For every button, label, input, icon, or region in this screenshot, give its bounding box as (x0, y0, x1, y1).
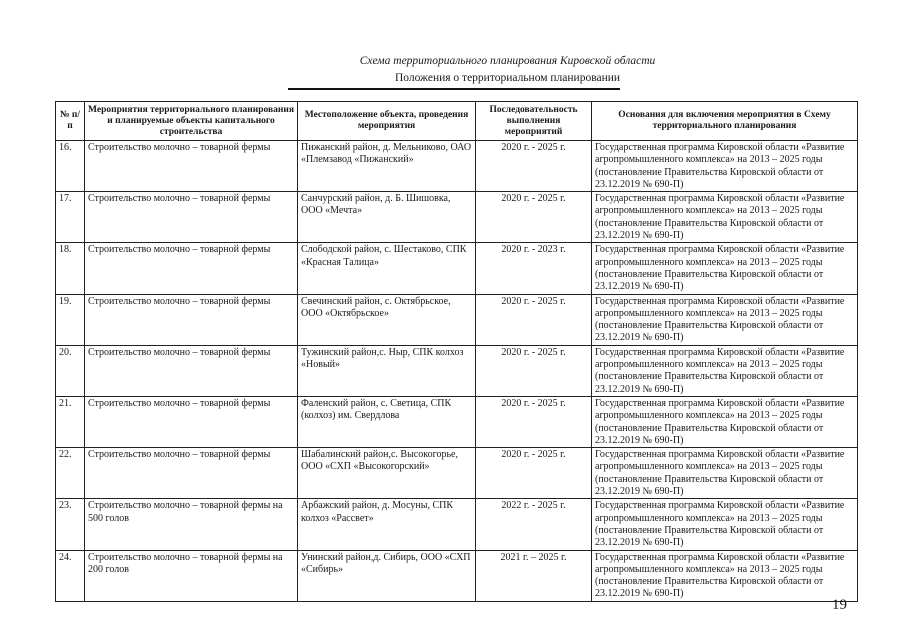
table-row (56, 499, 858, 550)
table-header-row (56, 102, 858, 141)
table-row (56, 243, 858, 294)
table-row (56, 448, 858, 499)
row-basis: Государственная программа Кировской области «Развитие агропромышленного комплекса» на 2013 – 2025 годы (постановление Правительства Кировской области от 23.12.2019 № 690-П) (592, 141, 858, 192)
row-basis: Государственная программа Кировской области «Развитие агропромышленного комплекса» на 2013 – 2025 годы (постановление Правительства Кировской области от 23.12.2019 № 690-П) (592, 294, 858, 345)
document-header (0, 54, 905, 85)
row-basis: Государственная программа Кировской области «Развитие агропромышленного комплекса» на 2013 – 2025 годы (постановление Правительства Кировской области от 23.12.2019 № 690-П) (592, 396, 858, 447)
row-basis: Государственная программа Кировской области «Развитие агропромышленного комплекса» на 2013 – 2025 годы (постановление Правительства Кировской области от 23.12.2019 № 690-П) (592, 499, 858, 550)
header-rule (288, 88, 620, 90)
row-num: 23. (56, 499, 85, 550)
row-activity: Строительство молочно – товарной фермы (85, 294, 298, 345)
row-location: Слободской район, с. Шестаково, СПК «Красная Талица» (298, 243, 476, 294)
row-activity: Строительство молочно – товарной фермы на 500 голов (85, 499, 298, 550)
row-num: 18. (56, 243, 85, 294)
row-period: 2020 г. - 2025 г. (476, 396, 592, 447)
column-header-activity: Мероприятия территориального планирования и планируемые объекты капитального строительства (85, 102, 298, 141)
row-period: 2020 г. - 2023 г. (476, 243, 592, 294)
table-row (56, 550, 858, 601)
row-location: Шабалинский район,с. Высокогорье, ООО «СХП «Высокогорский» (298, 448, 476, 499)
row-period: 2020 г. - 2025 г. (476, 448, 592, 499)
row-location: Свечинский район, с. Октябрьское, ООО «Октябрьское» (298, 294, 476, 345)
table-row (56, 345, 858, 396)
row-location: Фаленский район, с. Светица, СПК (колхоз) им. Свердлова (298, 396, 476, 447)
page-number: 19 (832, 597, 847, 613)
row-basis: Государственная программа Кировской области «Развитие агропромышленного комплекса» на 2013 – 2025 годы (постановление Правительства Кировской области от 23.12.2019 № 690-П) (592, 550, 858, 601)
row-activity: Строительство молочно – товарной фермы (85, 396, 298, 447)
document-title: Схема территориального планирования Кировской области (359, 55, 656, 67)
row-basis: Государственная программа Кировской области «Развитие агропромышленного комплекса» на 2013 – 2025 годы (постановление Правительства Кировской области от 23.12.2019 № 690-П) (592, 345, 858, 396)
row-activity: Строительство молочно – товарной фермы (85, 448, 298, 499)
row-num: 19. (56, 294, 85, 345)
row-num: 22. (56, 448, 85, 499)
row-location: Унинский район,д. Сибирь, ООО «СХП «Сибирь» (298, 550, 476, 601)
table-row (56, 141, 858, 192)
row-activity: Строительство молочно – товарной фермы (85, 345, 298, 396)
row-location: Арбажский район, д. Мосуны, СПК колхоз «Рассвет» (298, 499, 476, 550)
row-period: 2020 г. - 2025 г. (476, 141, 592, 192)
table-row (56, 294, 858, 345)
row-period: 2020 г. - 2025 г. (476, 345, 592, 396)
row-basis: Государственная программа Кировской области «Развитие агропромышленного комплекса» на 2013 – 2025 годы (постановление Правительства Кировской области от 23.12.2019 № 690-П) (592, 243, 858, 294)
row-location: Пижанский район, д. Мельниково, ОАО «Племзавод «Пижанский» (298, 141, 476, 192)
row-basis: Государственная программа Кировской области «Развитие агропромышленного комплекса» на 2013 – 2025 годы (постановление Правительства Кировской области от 23.12.2019 № 690-П) (592, 448, 858, 499)
row-location: Тужинский район,с. Ныр, СПК колхоз «Новый» (298, 345, 476, 396)
row-period: 2020 г. - 2025 г. (476, 294, 592, 345)
row-num: 21. (56, 396, 85, 447)
column-header-basis: Основания для включения мероприятия в Схему территориального планирования (592, 102, 858, 141)
row-period: 2022 г. - 2025 г. (476, 499, 592, 550)
column-header-location: Местоположение объекта, проведения мероприятия (298, 102, 476, 141)
row-activity: Строительство молочно – товарной фермы на 200 голов (85, 550, 298, 601)
row-activity: Строительство молочно – товарной фермы (85, 243, 298, 294)
row-num: 16. (56, 141, 85, 192)
row-period: 2021 г. – 2025 г. (476, 550, 592, 601)
column-header-num: № п/п (56, 102, 85, 141)
document-subtitle: Положения о территориальном планировании (394, 72, 621, 84)
row-basis: Государственная программа Кировской области «Развитие агропромышленного комплекса» на 2013 – 2025 годы (постановление Правительства Кировской области от 23.12.2019 № 690-П) (592, 192, 858, 243)
table-row (56, 192, 858, 243)
row-location: Санчурский район, д. Б. Шишовка, ООО «Мечта» (298, 192, 476, 243)
row-num: 24. (56, 550, 85, 601)
table-row (56, 396, 858, 447)
row-activity: Строительство молочно – товарной фермы (85, 141, 298, 192)
row-num: 17. (56, 192, 85, 243)
row-activity: Строительство молочно – товарной фермы (85, 192, 298, 243)
row-num: 20. (56, 345, 85, 396)
column-header-period: Последовательность выполнения мероприятий (476, 102, 592, 141)
planning-table (55, 101, 858, 602)
row-period: 2020 г. - 2025 г. (476, 192, 592, 243)
